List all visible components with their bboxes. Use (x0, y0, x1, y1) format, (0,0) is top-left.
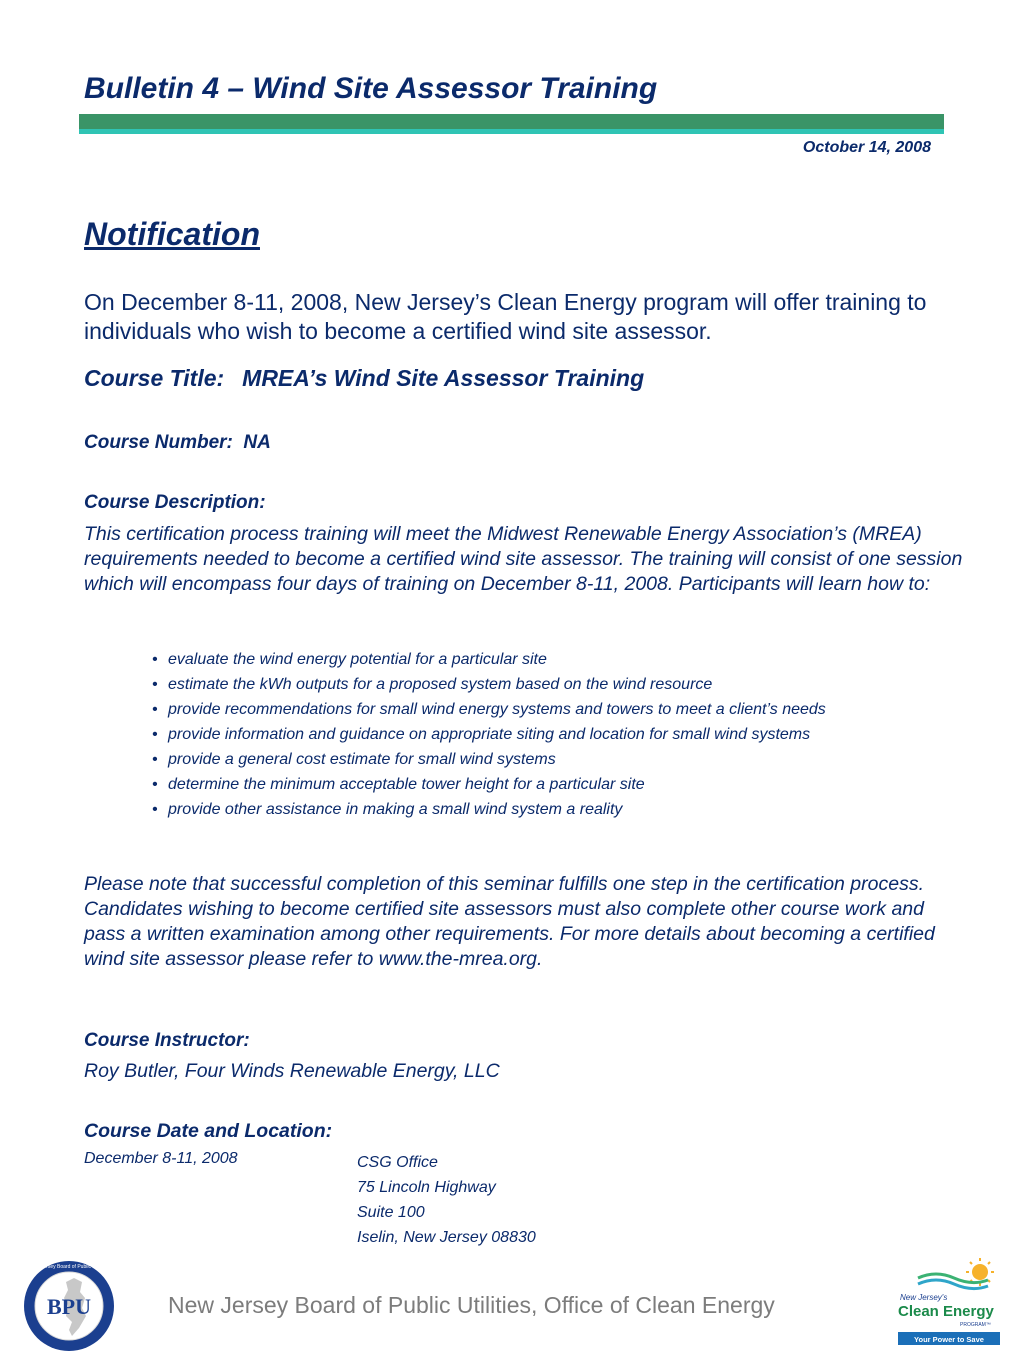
bullet-icon: • (152, 801, 158, 818)
header-rule-light (79, 129, 944, 134)
nj-logo-line1: New Jersey's (900, 1293, 948, 1302)
bullet-icon: • (152, 676, 158, 693)
bulletin-title: Bulletin 4 – Wind Site Assessor Training (84, 72, 658, 105)
course-instructor-label: Course Instructor: (84, 1030, 250, 1051)
course-location-label: Course Date and Location: (84, 1120, 333, 1142)
course-title (84, 365, 644, 392)
course-title-value: MREA’s Wind Site Assessor Training (242, 365, 645, 391)
nj-logo-line2: Clean Energy (898, 1303, 994, 1320)
address-line: 75 Lincoln Highway (357, 1179, 496, 1196)
course-description-label: Course Description: (84, 492, 266, 513)
address-line: Iselin, New Jersey 08830 (357, 1229, 536, 1246)
notification-heading: Notification (84, 216, 260, 252)
learning-objectives-list (148, 650, 938, 825)
bullet-icon: • (152, 751, 158, 768)
bullet-icon: • (152, 701, 158, 718)
bullet-icon: • (152, 726, 158, 743)
bpu-seal-icon (22, 1258, 116, 1354)
course-location-date: December 8-11, 2008 (84, 1150, 238, 1167)
bullet-icon: • (152, 651, 158, 668)
nj-logo-tagline: Your Power to Save (914, 1335, 984, 1344)
course-instructor-name: Roy Butler, Four Winds Renewable Energy, LLC (84, 1060, 500, 1082)
nj-clean-energy-logo-icon (892, 1256, 1004, 1352)
list-item: • provide other assistance in making a small wind system a reality (152, 801, 623, 818)
course-number-value: NA (243, 432, 271, 453)
footer-organization: New Jersey Board of Public Utilities, Office of Clean Energy (168, 1292, 775, 1318)
list-item: • provide information and guidance on appropriate siting and location for small wind systems (152, 726, 811, 743)
list-item: • provide a general cost estimate for small wind systems (152, 751, 556, 768)
list-item: • provide recommendations for small wind energy systems and towers to meet a client’s needs (152, 701, 826, 718)
course-number-label: Course Number: (84, 432, 233, 453)
bpu-ring-text: New Jersey Board of Public Utilities (29, 1264, 109, 1270)
intro-paragraph: On December 8-11, 2008, New Jersey’s Clean Energy program will offer training to individuals who wish to become a certified wind site assessor. (84, 289, 927, 344)
course-title-label: Course Title: (84, 365, 225, 391)
address-line: CSG Office (357, 1154, 438, 1171)
course-number (84, 432, 271, 454)
nj-logo-line3: PROGRAM™ (960, 1322, 991, 1328)
certification-note: Please note that successful completion of this seminar fulfills one step in the certification process. Candidates wishing to become certified site assessors must also complete other course work and pass a written examination among other requirements. For more details about becoming a certified wind site assessor please refer to www.the-mrea.org. (84, 873, 935, 970)
list-item: • evaluate the wind energy potential for a particular site (152, 651, 547, 668)
header-rule-dark (79, 114, 944, 129)
bullet-icon: • (152, 776, 158, 793)
list-item: • determine the minimum acceptable tower height for a particular site (152, 776, 645, 793)
address-line: Suite 100 (357, 1204, 425, 1221)
course-location-address (357, 1150, 536, 1250)
bulletin-date: October 14, 2008 (802, 139, 931, 156)
course-description: This certification process training will meet the Midwest Renewable Energy Association’s (MREA) requirements needed to become a certified wind site assessor. The training will consist of one session which will encompass four days of training on December 8-11, 2008. Participants will learn how to: (84, 523, 963, 595)
bpu-initials: BPU (47, 1294, 91, 1319)
list-item: • estimate the kWh outputs for a proposed system based on the wind resource (152, 676, 713, 693)
